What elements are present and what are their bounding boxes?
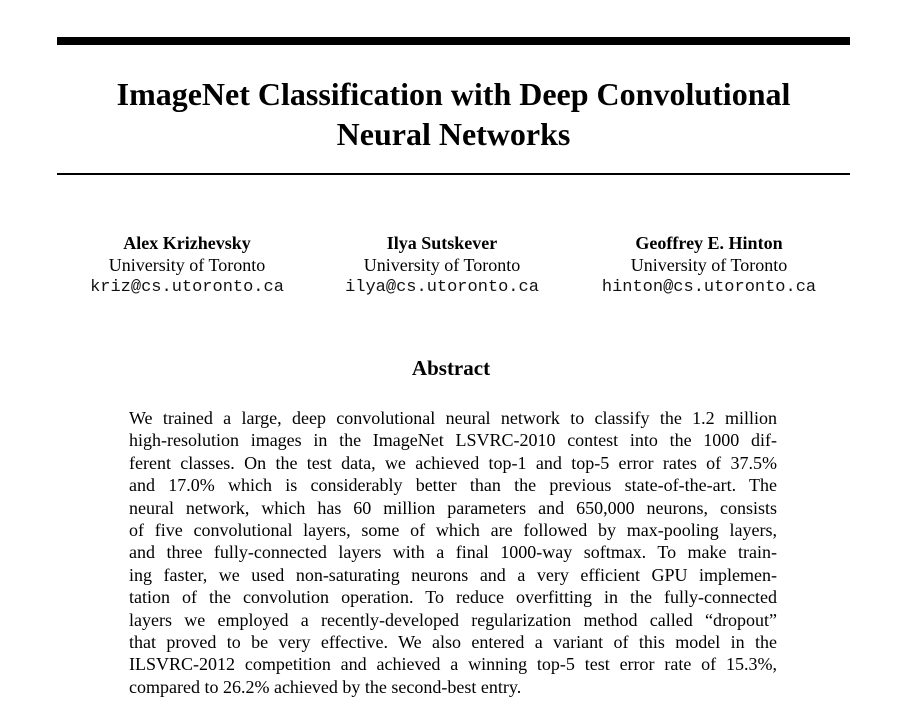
abstract-line: and three fully-connected layers with a final 1000-way softmax. To make train- — [129, 542, 777, 563]
abstract-line: tation of the convolution operation. To reduce overfitting in the fully-connected — [129, 587, 777, 608]
author-sutskever — [326, 232, 558, 300]
author-block — [0, 232, 902, 302]
abstract-line: and 17.0% which is considerably better than the previous state-of-the-art. The — [129, 475, 777, 496]
abstract-line: neural network, which has 60 million parameters and 650,000 neurons, consists — [129, 497, 777, 518]
abstract-body — [129, 407, 777, 698]
abstract-line: layers we employed a recently-developed regularization method called “dropout” — [129, 609, 777, 630]
title-bottom-rule — [57, 173, 850, 175]
title-top-rule — [57, 37, 850, 45]
author-hinton — [580, 232, 838, 300]
abstract-line: ing faster, we used non-saturating neurons and a very efficient GPU implemen- — [129, 564, 777, 585]
author-affiliation: University of Toronto — [363, 255, 521, 275]
author-affiliation: University of Toronto — [108, 255, 266, 275]
abstract-line: ferent classes. On the test data, we achieved top-1 and top-5 error rates of 37.5% — [129, 452, 777, 473]
author-affiliation: University of Toronto — [630, 255, 788, 275]
abstract-line: high-resolution images in the ImageNet LSVRC-2010 contest into the 1000 dif- — [129, 430, 777, 451]
author-krizhevsky — [71, 232, 303, 300]
abstract-line: that proved to be very effective. We also entered a variant of this model in the — [129, 632, 777, 653]
author-email: hinton@cs.utoronto.ca — [601, 278, 817, 297]
paper-title — [57, 74, 850, 154]
author-name: Geoffrey E. Hinton — [635, 233, 783, 253]
abstract-line: We trained a large, deep convolutional neural network to classify the 1.2 million — [129, 408, 777, 428]
author-email: ilya@cs.utoronto.ca — [345, 278, 539, 297]
paper-title-line-2: Neural Networks — [336, 116, 571, 152]
paper-title-line-1: ImageNet Classification with Deep Convolutional — [116, 76, 791, 112]
author-name: Alex Krizhevsky — [123, 233, 251, 253]
abstract-line: compared to 26.2% achieved by the second-best entry. — [129, 676, 522, 697]
author-email: kriz@cs.utoronto.ca — [90, 278, 284, 297]
author-name: Ilya Sutskever — [386, 233, 498, 253]
abstract-heading: Abstract — [411, 356, 491, 380]
abstract-line: of five convolutional layers, some of which are followed by max-pooling layers, — [129, 520, 777, 541]
abstract-line: ILSVRC-2012 competition and achieved a winning top-5 test error rate of 15.3%, — [129, 654, 777, 675]
